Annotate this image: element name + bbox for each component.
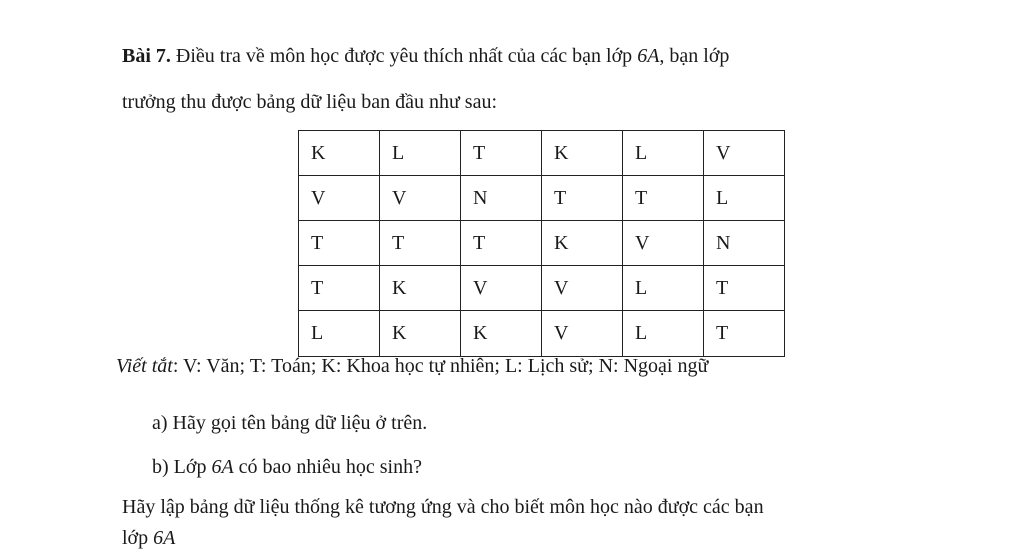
- table-cell: V: [542, 311, 623, 357]
- table-cell: T: [299, 221, 380, 266]
- table-cell: T: [704, 311, 785, 357]
- table-cell: K: [461, 311, 542, 357]
- table-cell: T: [704, 266, 785, 311]
- table-cell: T: [542, 176, 623, 221]
- table-cell: T: [299, 266, 380, 311]
- table-cell: L: [623, 311, 704, 357]
- table-row: [299, 131, 785, 176]
- final-line-2: [122, 526, 175, 550]
- class-name: 6A: [637, 45, 660, 67]
- table-cell: V: [380, 176, 461, 221]
- table-row: [299, 221, 785, 266]
- problem-label: Bài 7.: [122, 45, 171, 67]
- table-cell: L: [623, 266, 704, 311]
- table-cell: K: [299, 131, 380, 176]
- table-cell: T: [380, 221, 461, 266]
- table-cell: L: [299, 311, 380, 357]
- abbreviation-label: Viết tắt: [116, 355, 173, 377]
- table-cell: T: [461, 131, 542, 176]
- question-b: [152, 455, 422, 479]
- table-cell: V: [299, 176, 380, 221]
- table-cell: L: [704, 176, 785, 221]
- final-line-2-text: lớp: [122, 527, 154, 549]
- final-line-1: Hãy lập bảng dữ liệu thống kê tương ứng và cho biết môn học nào được các bạn: [122, 496, 764, 518]
- question-b-class: 6A: [211, 456, 234, 478]
- problem-text-1a: Điều tra về môn học được yêu thích nhất của các bạn lớp: [175, 45, 638, 67]
- problem-text-1b: , bạn lớp: [659, 45, 730, 67]
- table-cell: V: [461, 266, 542, 311]
- table-cell: T: [623, 176, 704, 221]
- table-cell: K: [542, 131, 623, 176]
- table-row: [299, 176, 785, 221]
- table-cell: V: [542, 266, 623, 311]
- table-row: [299, 311, 785, 357]
- question-b-text-1: b) Lớp: [152, 456, 212, 478]
- table-cell: N: [461, 176, 542, 221]
- table-cell: T: [461, 221, 542, 266]
- table-cell: N: [704, 221, 785, 266]
- final-line-2-class: 6A: [153, 527, 176, 549]
- question-b-text-2: có bao nhiêu học sinh?: [233, 456, 422, 478]
- problem-line-2: trưởng thu được bảng dữ liệu ban đầu như sau:: [122, 91, 497, 113]
- question-a: a) Hãy gọi tên bảng dữ liệu ở trên.: [152, 412, 428, 434]
- table-row: [299, 266, 785, 311]
- table-cell: V: [623, 221, 704, 266]
- abbreviation-line: [116, 354, 708, 378]
- problem-line-1: [122, 44, 729, 68]
- table-cell: L: [623, 131, 704, 176]
- table-cell: V: [704, 131, 785, 176]
- abbreviation-text: : V: Văn; T: Toán; K: Khoa học tự nhiên; L: Lịch sử; N: Ngoại ngữ: [172, 355, 709, 377]
- table-cell: K: [380, 266, 461, 311]
- data-table: [298, 130, 785, 357]
- table-cell: K: [380, 311, 461, 357]
- table-cell: K: [542, 221, 623, 266]
- table-cell: L: [380, 131, 461, 176]
